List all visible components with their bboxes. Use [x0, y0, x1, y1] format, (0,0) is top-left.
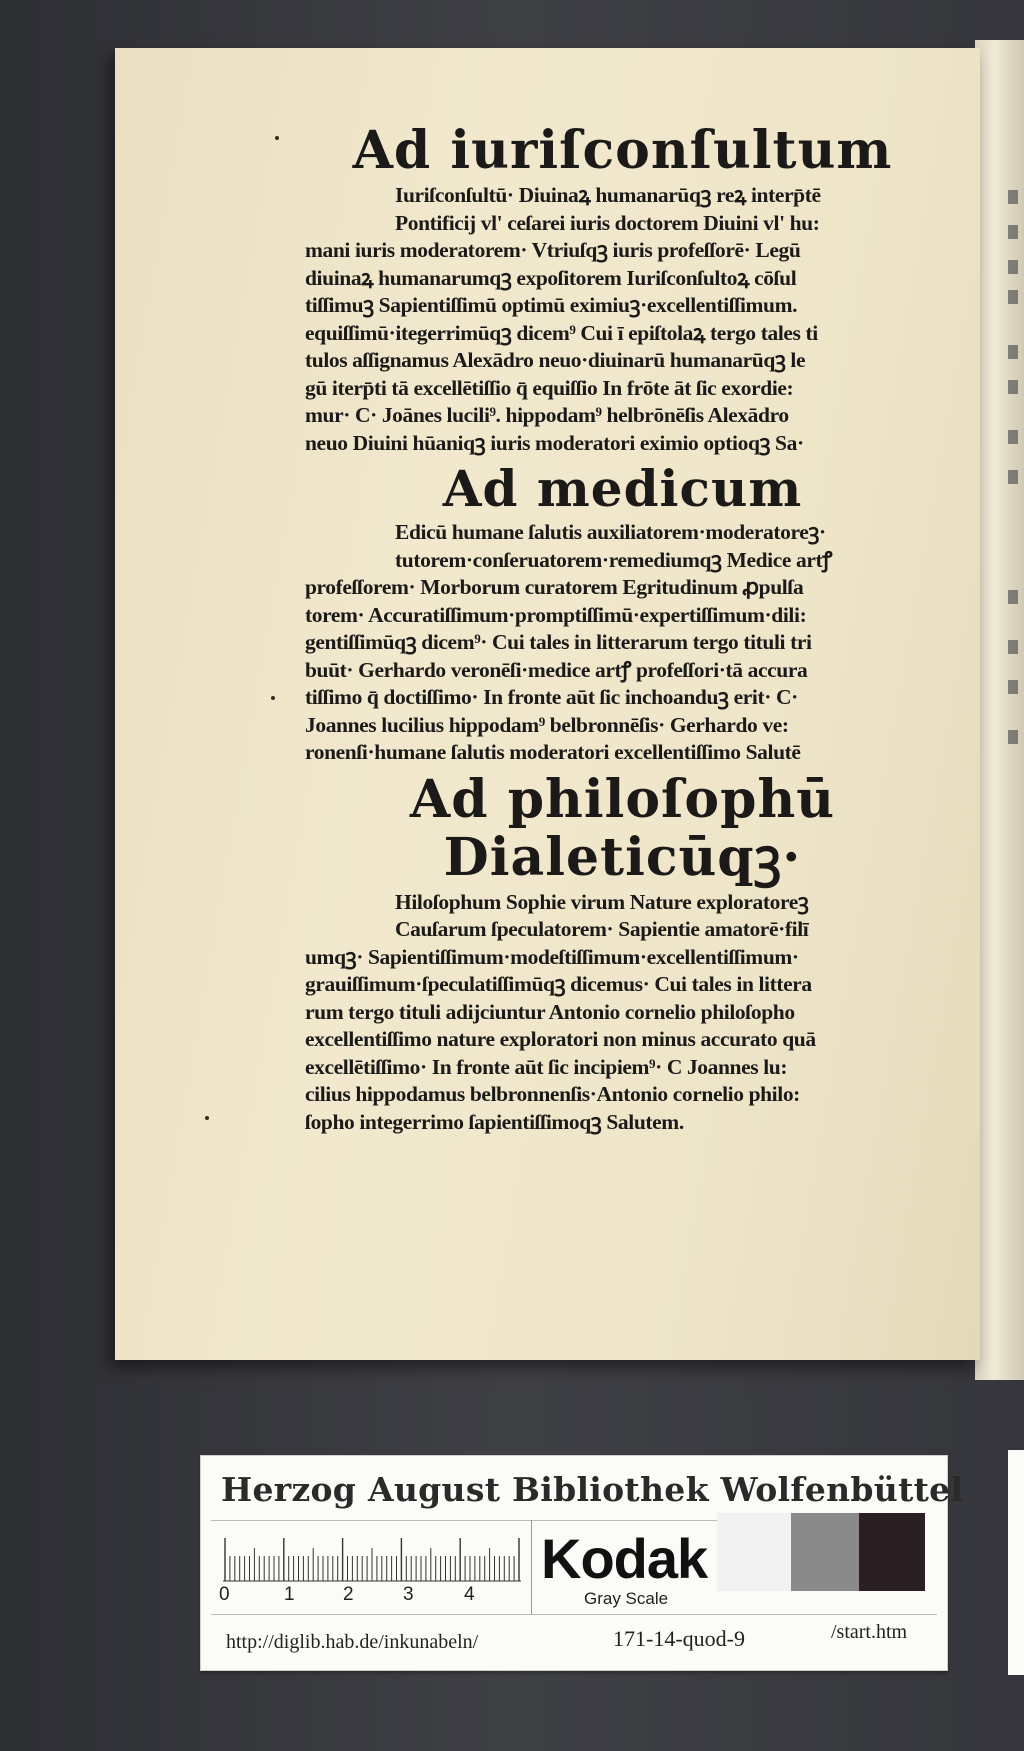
- ruler-number: 0: [219, 1584, 230, 1605]
- kodak-logo: Kodak: [541, 1527, 708, 1590]
- text-line: mani iuris moderatorem· Vtriuſqꝫ iuris profeſſorē· Legū: [305, 238, 801, 262]
- start-path: /start.htm: [831, 1621, 908, 1643]
- card-divider: [531, 1520, 532, 1614]
- shelf-code: 171-14-quod-9: [613, 1626, 745, 1651]
- text-line: grauiſſimum·ſpeculatiſſimūqꝫ dicemus· Cui tales in littera: [305, 972, 812, 996]
- text-line: Hiloſophum Sophie virum Nature exploratoreꝫ: [395, 889, 809, 914]
- text-line: mur· C· Joānes lucili⁹. hippodam⁹ helbrōnēſis Alexādro: [305, 403, 789, 427]
- source-url: http://diglib.hab.de/inkunabeln/: [226, 1631, 479, 1653]
- text-line: neuo Diuini hūaniqꝫ iuris moderatori eximio optioqꝫ Sa·: [305, 430, 804, 455]
- text-line: rum tergo tituli adijciuntur Antonio cornelio philoſopho: [305, 999, 795, 1024]
- text-line: tutorem·conſeruatorem·remediumqꝫ Medice artꝭ: [395, 547, 833, 572]
- text-line: tiſſimo q̄ doctiſſimo· In fronte aūt ſic inchoanduꝫ erit· C·: [305, 685, 798, 709]
- text-line: diuinaꝝ humanarumqꝫ expoſitorem Iuriſconſultoꝝ cōſul: [305, 265, 797, 290]
- text-line: Joannes lucilius hippodam⁹ belbronnēſis· Gerhardo ve:: [305, 712, 789, 737]
- text-line: buūt· Gerhardo veronēſi·medice artꝭ profeſſori·tā accura: [305, 657, 808, 682]
- white-swatch: [717, 1513, 791, 1591]
- section-medicum: [305, 461, 940, 767]
- section-iurisconsultum: [305, 122, 940, 457]
- ruler-number: 4: [464, 1584, 475, 1605]
- printed-text: [305, 118, 940, 1136]
- text-line: excellētiſſimo· In fronte aūt ſic incipiem⁹· C Joannes lu:: [305, 1054, 788, 1079]
- text-line: excellentiſſimo nature exploratori non minus accurato quā: [305, 1027, 816, 1051]
- text-line: ronenſi·humane ſalutis moderatori excellentiſſimo Salutē: [305, 740, 801, 764]
- gray-swatch: [791, 1513, 859, 1591]
- ruler-number: 1: [284, 1584, 295, 1605]
- color-target-card: [200, 1455, 964, 1671]
- library-name: Herzog August Bibliothek Wolfenbüttel: [221, 1470, 964, 1509]
- section-heading: Ad philoſophū Dialeticūqꝫ·: [409, 768, 836, 888]
- text-line: equiſſimū·itegerrimūqꝫ dicem⁹ Cui ī epiſtolaꝝ tergo tales ti: [305, 320, 818, 345]
- section-heading: Ad iuriſconſultum: [352, 120, 893, 181]
- gray-scale-label: Gray Scale: [584, 1589, 669, 1608]
- black-swatch: [859, 1513, 925, 1591]
- text-line: Pontificij vl' ceſarei iuris doctorem Diuini vl' hu:: [395, 210, 820, 235]
- scale-ruler: [223, 1534, 521, 1582]
- text-line: tulos aſſignamus Alexādro neuo·diuinarū humanarūqꝫ le: [305, 348, 806, 372]
- text-line: profeſſorem· Morborum curatorem Egritudinum ꝓpulſa: [305, 575, 804, 599]
- text-line: torem· Accuratiſſimum·promptiſſimū·expertiſſimum·dili:: [305, 602, 807, 627]
- ruler-number: 2: [343, 1584, 354, 1605]
- text-line: Iuriſconſultū· Diuinaꝝ humanarūqꝫ reꝝ interp̄tē: [395, 183, 821, 207]
- adjacent-card-edge: [1008, 1450, 1024, 1675]
- text-line: umqꝫ· Sapientiſſimum·modeſtiſſimum·excellentiſſimum·: [305, 944, 799, 969]
- text-line: Cauſarum ſpeculatorem· Sapientie amatorē·filī: [395, 917, 809, 941]
- text-line: tiſſimuꝫ Sapientiſſimū optimū eximiuꝫ·excellentiſſimum.: [305, 293, 798, 317]
- text-line: gentiſſimūqꝫ dicem⁹· Cui tales in litterarum tergo tituli tri: [305, 630, 812, 654]
- page-speck: [205, 1116, 209, 1120]
- ruler-number: 3: [403, 1584, 414, 1605]
- card-divider: [211, 1614, 937, 1615]
- section-heading: Ad medicum: [442, 459, 803, 518]
- text-line: ſopho integerrimo ſapientiſſimoqꝫ Salutem.: [305, 1109, 684, 1134]
- book-page: [115, 48, 980, 1360]
- text-line: Edicū humane ſalutis auxiliatorem·moderatoreꝫ·: [395, 520, 826, 544]
- page-speck: [271, 696, 275, 700]
- ruler-ticks: [225, 1538, 519, 1581]
- page-speck: [275, 136, 279, 140]
- card-divider: [211, 1520, 731, 1521]
- section-philosophum: [305, 768, 940, 1137]
- text-line: cilius hippodamus belbronnenſis·Antonio cornelio philo:: [305, 1082, 800, 1106]
- facing-page-edge: [975, 40, 1024, 1380]
- text-line: gū iterp̄ti tā excellētiſſio q̄ equiſſio In frōte āt ſic exordie:: [305, 375, 794, 400]
